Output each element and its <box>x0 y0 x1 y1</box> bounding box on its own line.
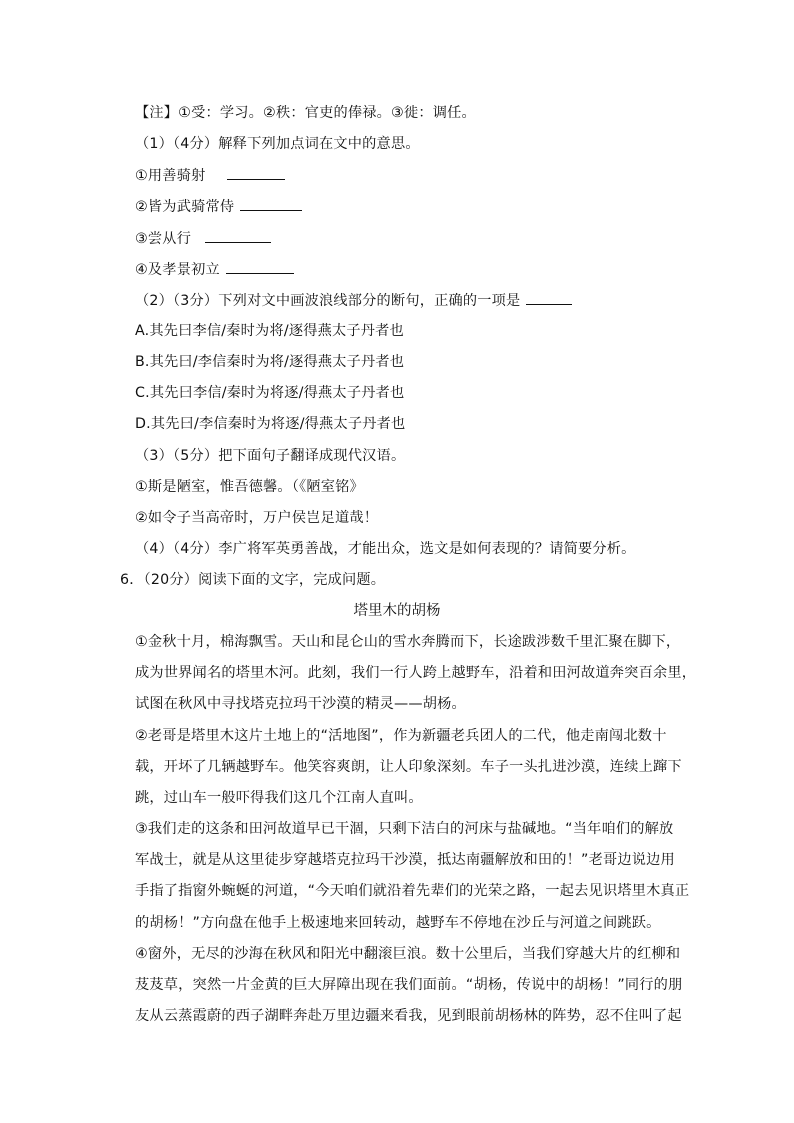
question-1-item-3-text: ③尝从行 <box>135 231 192 247</box>
article-line: 载，开坏了几辆越野车。他笑容爽朗，让人印象深刻。车子一头扎进沙漠，连续上蹿下 <box>135 759 682 775</box>
question-6-stem: 6．（20分）阅读下面的文字，完成问题。 <box>120 572 386 588</box>
article-line: 友从云蒸霞蔚的西子湖畔奔赴万里边疆来看我，见到眼前胡杨林的阵势，忍不住叫了起 <box>135 1008 682 1024</box>
question-2-option-c: C.其先曰李信/秦时为将逐/得燕太子丹者也 <box>135 385 405 401</box>
article-line: 军战士，就是从这里徒步穿越塔克拉玛干沙漠，抵达南疆解放和田的！”老哥边说边用 <box>135 852 675 868</box>
answer-blank[interactable] <box>240 196 302 211</box>
article-line: 的胡杨！”方向盘在他手上极速地来回转动，越野车不停地在沙丘与河道之间跳跃。 <box>135 915 661 931</box>
question-2-option-b: B.其先曰/李信秦时为将/逐得燕太子丹者也 <box>135 354 405 370</box>
note-line: 【注】①受：学习。②秩：官吏的俸禄。③徙：调任。 <box>135 105 476 121</box>
question-1-item-3 <box>135 228 271 249</box>
article-line: ②老哥是塔里木这片土地上的“活地图”，作为新疆老兵团人的二代，他走南闯北数十 <box>135 728 667 744</box>
question-1-item-4 <box>135 259 294 280</box>
question-3-item-2: ②如令子当高帝时，万户侯岂足道哉！ <box>135 510 379 526</box>
answer-blank[interactable] <box>205 228 271 243</box>
question-1-item-2-text: ②皆为武骑常侍 <box>135 199 235 215</box>
question-1-item-4-text: ④及孝景初立 <box>135 262 220 278</box>
article-line: ①金秋十月，棉海飘雪。天山和昆仑山的雪水奔腾而下，长途跋涉数千里汇聚在脚下， <box>135 634 681 650</box>
question-1-item-1-text: ①用善骑射 <box>135 168 206 184</box>
question-2-option-d: D.其先曰/李信秦时为将逐/得燕太子丹者也 <box>135 416 406 432</box>
article-line: 跳，过山车一般吓得我们这几个江南人直叫。 <box>135 790 423 806</box>
question-4: （4）（4分）李广将军英勇善战，才能出众，选文是如何表现的？请简要分析。 <box>135 541 636 557</box>
article-line: ④窗外，无尽的沙海在秋风和阳光中翻滚巨浪。数十公里后，当我们穿越大片的红柳和 <box>135 946 681 962</box>
question-1-stem: （1）（4分）解释下列加点词在文中的意思。 <box>135 136 420 152</box>
question-2-option-a: A.其先曰李信/秦时为将/逐得燕太子丹者也 <box>135 323 404 339</box>
question-1-item-2 <box>135 196 302 217</box>
question-3-item-1: ①斯是陋室，惟吾德馨。（《陋室铭》 <box>135 479 364 495</box>
question-2-stem-text: （2）（3分）下列对文中画波浪线部分的断句，正确的一项是 <box>135 293 521 309</box>
question-2-stem <box>135 290 572 311</box>
answer-blank[interactable] <box>227 165 285 180</box>
article-title: 塔里木的胡杨 <box>353 603 441 619</box>
article-line: 芨芨草，突然一片金黄的巨大屏障出现在我们面前。“胡杨，传说中的胡杨！”同行的朋 <box>135 977 683 993</box>
answer-blank[interactable] <box>226 259 294 274</box>
article-line: 试图在秋风中寻找塔克拉玛干沙漠的精灵——胡杨。 <box>135 696 466 712</box>
question-1-item-1 <box>135 165 285 186</box>
article-line: 成为世界闻名的塔里木河。此刻，我们一行人跨上越野车，沿着和田河故道奔突百余里， <box>135 665 697 681</box>
question-3-stem: （3）（5分）把下面句子翻译成现代汉语。 <box>135 448 406 464</box>
article-line: ③我们走的这条和田河故道早已干涸，只剩下洁白的河床与盐碱地。“当年咱们的解放 <box>135 821 674 837</box>
article-line: 手指了指窗外蜿蜒的河道，“今天咱们就沿着先辈们的光荣之路，一起去见识塔里木真正 <box>135 883 690 899</box>
answer-blank[interactable] <box>526 290 572 305</box>
